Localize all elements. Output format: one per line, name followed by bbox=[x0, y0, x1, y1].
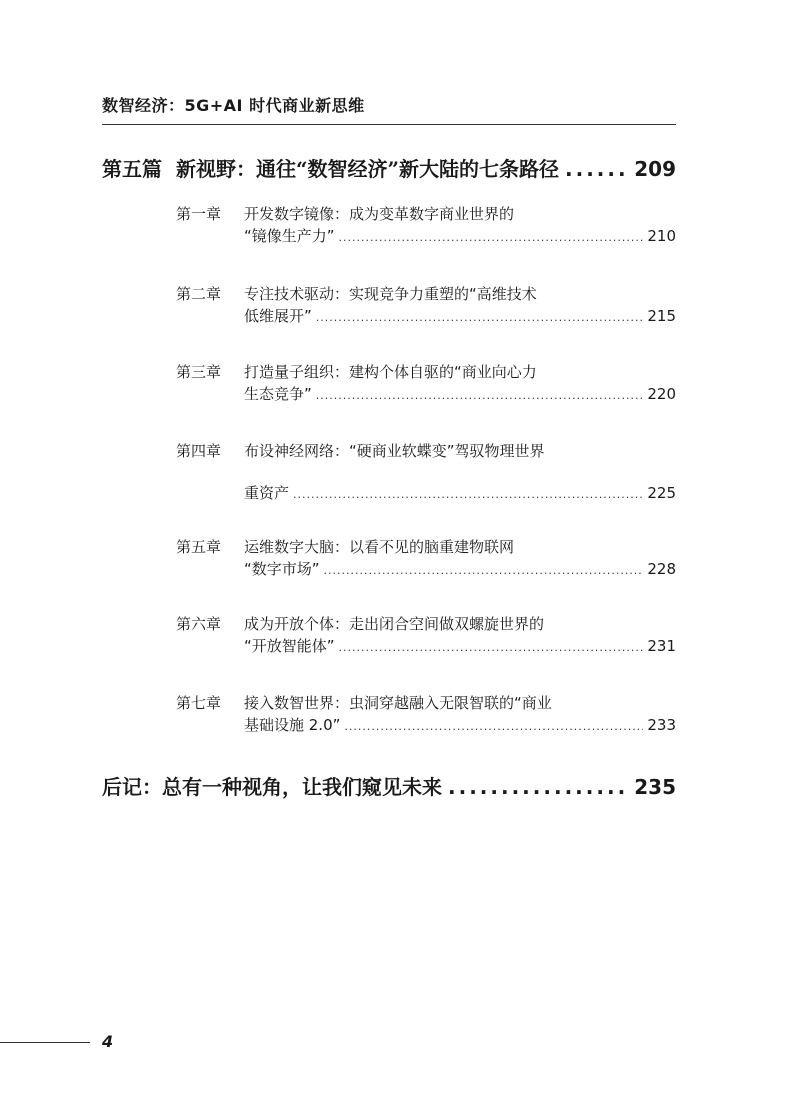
chapter-title: 运维数字大脑：以看不见的脑重建物联网 bbox=[244, 538, 515, 556]
chapter-number: 第六章 bbox=[176, 615, 222, 633]
toc-chapter-entry[interactable] bbox=[176, 361, 676, 404]
toc-chapter-entry[interactable] bbox=[176, 692, 676, 735]
chapter-number: 第二章 bbox=[176, 285, 222, 303]
dot-leader bbox=[448, 775, 628, 799]
toc-chapter-entry[interactable] bbox=[176, 613, 676, 656]
afterword-page: 235 bbox=[634, 775, 676, 799]
chapter-page: 210 bbox=[647, 227, 676, 245]
chapter-page: 233 bbox=[647, 716, 676, 734]
chapter-title: 开发数字镜像：成为变革数字商业世界的 bbox=[244, 205, 515, 223]
dot-leader bbox=[324, 564, 644, 577]
chapter-title: 打造量子组织：建构个体自驱的“商业向心力 bbox=[244, 363, 537, 381]
chapter-title-cont: “镜像生产力” bbox=[244, 227, 335, 245]
chapter-title: 成为开放个体：走出闭合空间做双螺旋世界的 bbox=[244, 615, 545, 633]
part-number: 第五篇 bbox=[102, 157, 162, 181]
chapter-page: 215 bbox=[647, 307, 676, 325]
toc-chapter-entry[interactable] bbox=[176, 440, 676, 503]
dot-leader bbox=[344, 720, 643, 733]
running-head: 数智经济：5G+AI 时代商业新思维 bbox=[102, 96, 365, 115]
dot-leader bbox=[339, 641, 644, 654]
chapter-number: 第四章 bbox=[176, 442, 222, 460]
toc-afterword-entry[interactable] bbox=[102, 771, 676, 800]
chapter-title-cont: 重资产 bbox=[244, 484, 290, 502]
chapter-title-cont: 生态竞争” bbox=[244, 385, 312, 403]
dot-leader bbox=[565, 157, 628, 181]
page-number: 4 bbox=[102, 1032, 114, 1051]
dot-leader bbox=[293, 488, 643, 501]
footer-rule bbox=[0, 1042, 90, 1043]
toc-chapter-entry[interactable] bbox=[176, 536, 676, 579]
dot-leader bbox=[316, 389, 644, 402]
chapter-title-cont: 基础设施 2.0” bbox=[244, 716, 341, 734]
chapter-page: 220 bbox=[647, 385, 676, 403]
chapter-title: 接入数智世界：虫洞穿越融入无限智联的“商业 bbox=[244, 694, 552, 712]
toc-chapter-entry[interactable] bbox=[176, 203, 676, 246]
dot-leader bbox=[316, 311, 644, 324]
part-title: 新视野：通往“数智经济”新大陆的七条路径 bbox=[176, 157, 560, 181]
chapter-page: 231 bbox=[647, 637, 676, 655]
chapter-title: 专注技术驱动：实现竞争力重塑的“高维技术 bbox=[244, 285, 537, 303]
chapter-number: 第七章 bbox=[176, 694, 222, 712]
chapter-title-cont: “数字市场” bbox=[244, 560, 320, 578]
chapter-title: 布设神经网络：“硬商业软蝶变”驾驭物理世界 bbox=[244, 442, 545, 460]
header-rule bbox=[102, 124, 676, 125]
chapter-page: 225 bbox=[647, 484, 676, 502]
afterword-title: 后记：总有一种视角，让我们窥见未来 bbox=[102, 775, 442, 799]
chapter-page: 228 bbox=[647, 560, 676, 578]
toc-chapter-entry[interactable] bbox=[176, 283, 676, 326]
chapter-title-cont: 低维展开” bbox=[244, 307, 312, 325]
chapter-number: 第一章 bbox=[176, 205, 222, 223]
chapter-title-cont: “开放智能体” bbox=[244, 637, 335, 655]
dot-leader bbox=[339, 231, 644, 244]
part-page: 209 bbox=[634, 157, 676, 181]
chapter-number: 第三章 bbox=[176, 363, 222, 381]
chapter-number: 第五章 bbox=[176, 538, 222, 556]
toc-part-entry[interactable] bbox=[102, 153, 676, 182]
